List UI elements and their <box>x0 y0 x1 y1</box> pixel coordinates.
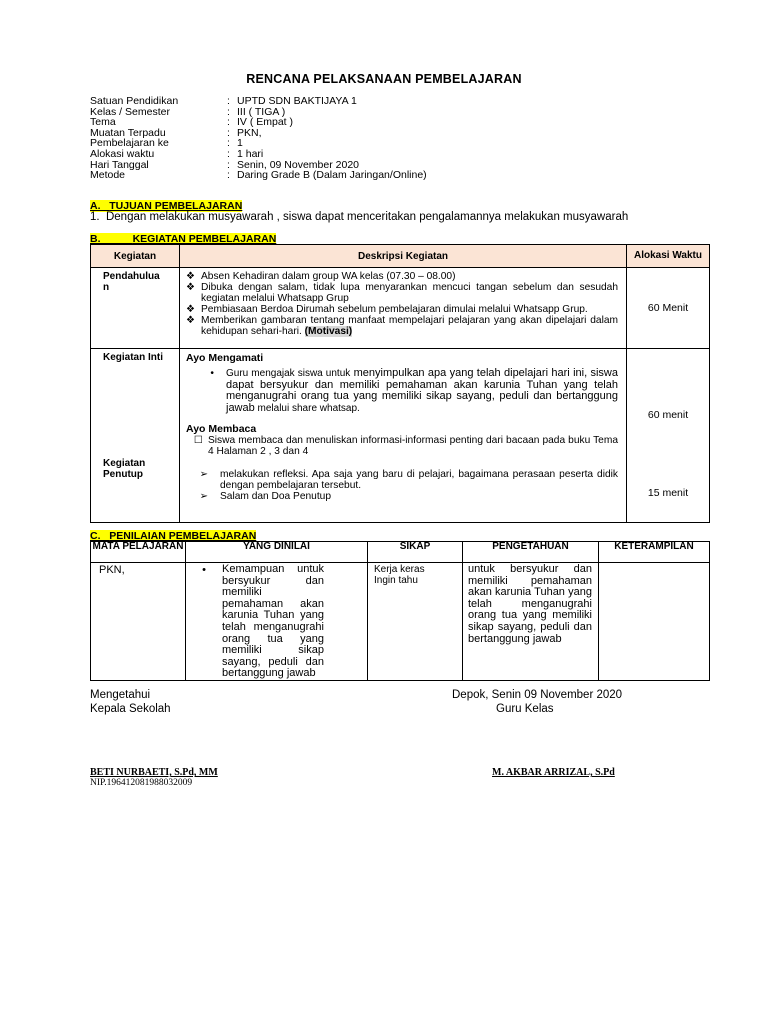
signature-left-role: Kepala Sekolah <box>90 703 171 715</box>
info-row <box>90 149 427 160</box>
info-value: PKN, <box>237 126 262 139</box>
signature-left-block <box>90 688 171 716</box>
pendahuluan-item-3: Pembiasaan Berdoa Dirumah sebelum pembelajaran dimulai melalui Whatsapp Grup. <box>201 304 588 315</box>
info-row <box>90 96 427 107</box>
bullet-diamond-icon: ❖ <box>186 271 195 282</box>
info-value: 1 <box>237 137 243 150</box>
bullet-arrow-icon: ➢ <box>199 469 208 480</box>
mengamati-tail: melalui share whatsap. <box>254 402 360 414</box>
info-block <box>90 96 427 181</box>
signature-left-label: Mengetahui <box>90 689 151 701</box>
signature-right-role: Guru Kelas <box>496 703 554 715</box>
row-keterampilan <box>599 563 710 681</box>
info-colon: : <box>227 158 230 171</box>
info-colon: : <box>227 126 230 139</box>
time-penutup: 15 menit <box>647 487 689 499</box>
info-key: Satuan Pendidikan <box>90 95 179 107</box>
info-value: UPTD SDN BAKTIJAYA 1 <box>237 95 357 107</box>
motivasi-highlight: (Motivasi) <box>304 326 353 337</box>
time-pendahuluan: 60 Menit <box>627 268 710 349</box>
header-keterampilan: KETERAMPILAN <box>599 542 710 563</box>
row-dinilai: Kemampuan untuk bersyukur dan memiliki pemahaman akan karunia Tuhan yang telah menganugrahi orang tua yang memiliki sikap sayang, peduli dan bertanggung jawab <box>222 563 324 680</box>
objective-item <box>90 211 628 223</box>
section-a-letter: A. <box>90 200 101 212</box>
bullet-diamond-icon: ❖ <box>186 282 195 293</box>
pendahuluan-item-1: Absen Kehadiran dalam group WA kelas (07.30 – 08.00) <box>201 271 456 282</box>
info-value: III ( TIGA ) <box>237 105 286 118</box>
bullet-dot-icon: • <box>210 368 214 379</box>
ayo-membaca-title: Ayo Membaca <box>186 423 257 435</box>
membaca-text: Siswa membaca dan menuliskan informasi-informasi penting dari bacaan pada buku Tema 4 Halaman 2 , 3 dan 4 <box>208 435 618 457</box>
bullet-dot-icon: • <box>202 564 206 576</box>
bullet-diamond-icon: ❖ <box>186 315 195 326</box>
row-mapel: PKN, <box>91 563 186 681</box>
section-c-title: PENILAIAN PEMBELAJARAN <box>109 530 257 542</box>
info-key: Metode <box>90 169 126 182</box>
info-key: Alokasi waktu <box>90 147 155 160</box>
signature-right-name: M. AKBAR ARRIZAL, S.Pd <box>492 767 615 778</box>
info-value: Daring Grade B (Dalam Jaringan/Online) <box>237 169 427 182</box>
info-colon: : <box>227 137 230 150</box>
section-a-title: TUJUAN PEMBELAJARAN <box>109 200 243 212</box>
signature-left-nip: NIP.196412081988032009 <box>90 778 193 788</box>
header-kegiatan: Kegiatan <box>91 245 180 268</box>
ayo-mengamati-title: Ayo Mengamati <box>186 352 264 364</box>
info-key: Tema <box>90 116 116 129</box>
list-item <box>180 304 626 315</box>
info-colon: : <box>227 105 230 118</box>
time-inti: 60 menit <box>647 409 689 421</box>
list-item <box>180 491 626 502</box>
row-pengetahuan: untuk bersyukur dan memiliki pemahaman akan karunia Tuhan yang telah menganugrahi orang tua yang memiliki sikap sayang, peduli dan bertanggung jawab <box>468 563 592 645</box>
signature-left-name: BETI NURBAETI, S.Pd, MM <box>90 767 218 778</box>
penutup-item-1: melakukan refleksi. Apa saja yang baru di pelajari, bagaimana perasaan peserta didik dengan pembelajaran tersebut. <box>220 469 618 491</box>
objective-text: Dengan melakukan musyawarah , siswa dapat menceritakan pengalamannya melakukan musyawarah <box>105 211 629 223</box>
list-item <box>180 282 626 304</box>
header-sikap: SIKAP <box>368 542 463 563</box>
section-c-letter: C. <box>90 530 101 542</box>
stage-inti: Kegiatan Inti <box>103 352 164 363</box>
info-colon: : <box>227 116 230 129</box>
list-item <box>180 271 626 282</box>
header-deskripsi: Deskripsi Kegiatan <box>180 245 627 268</box>
bullet-arrow-icon: ➢ <box>199 491 208 502</box>
info-key: Kelas / Semester <box>90 105 170 118</box>
list-item <box>186 563 367 680</box>
stage-penutup: Kegiatan Penutup <box>103 458 146 480</box>
sikap-item: Kerja keras <box>374 564 425 575</box>
info-value: Senin, 09 November 2020 <box>237 158 359 171</box>
penutup-item-2: Salam dan Doa Penutup <box>220 491 332 502</box>
info-colon: : <box>227 169 230 182</box>
pendahuluan-item-4: Memberikan gambaran tentang manfaat mempelajari pelajaran yang akan dipelajari dalam kehidupan sehari-hari. <box>201 315 618 337</box>
info-colon: : <box>227 95 230 107</box>
info-key: Muatan Terpadu <box>90 126 166 139</box>
mengamati-lead: Guru mengajak siswa untuk <box>226 368 351 379</box>
list-item <box>180 315 626 337</box>
header-alokasi: Alokasi Waktu <box>627 245 710 268</box>
mengamati-text: menyimpulkan apa yang telah dipelajari hari ini, siswa dapat bersyukur dan memiliki pemahaman akan karunia Tuhan yang telah menganugrahi orang tua yang memiliki sikap sayang, peduli dan bertanggung jawab <box>226 367 618 414</box>
section-b-title: KEGIATAN PEMBELAJARAN <box>132 233 277 245</box>
signature-right-block <box>452 688 622 716</box>
list-item <box>180 469 626 491</box>
info-value: 1 hari <box>237 147 264 160</box>
sikap-item: Ingin tahu <box>374 575 418 586</box>
bullet-diamond-icon: ❖ <box>186 304 195 315</box>
stage-pendahuluan: Pendahuluan <box>103 271 160 293</box>
section-b-letter: B. <box>90 233 101 245</box>
header-pengetahuan: PENGETAHUAN <box>463 542 599 563</box>
activities-table <box>90 244 710 523</box>
checkbox-bullet-icon: ☐ <box>193 435 203 446</box>
assessment-table <box>90 541 710 681</box>
signature-right-place-date: Depok, Senin 09 November 2020 <box>452 689 623 701</box>
info-row <box>90 170 427 181</box>
objective-number: 1. <box>90 211 100 223</box>
info-key: Pembelajaran ke <box>90 137 169 150</box>
list-item <box>180 368 626 414</box>
pendahuluan-item-2: Dibuka dengan salam, tidak lupa menyarankan mencuci tangan sebelum dan sesudah kegiatan melalui Whatsapp Grup <box>201 282 618 304</box>
header-mapel: MATA PELAJARAN <box>91 542 186 563</box>
info-value: IV ( Empat ) <box>237 116 294 129</box>
list-item <box>180 435 626 457</box>
header-dinilai: YANG DINILAI <box>186 542 368 563</box>
document-title: RENCANA PELAKSANAAN PEMBELAJARAN <box>246 72 522 86</box>
info-colon: : <box>227 147 230 160</box>
info-key: Hari Tanggal <box>90 158 149 171</box>
